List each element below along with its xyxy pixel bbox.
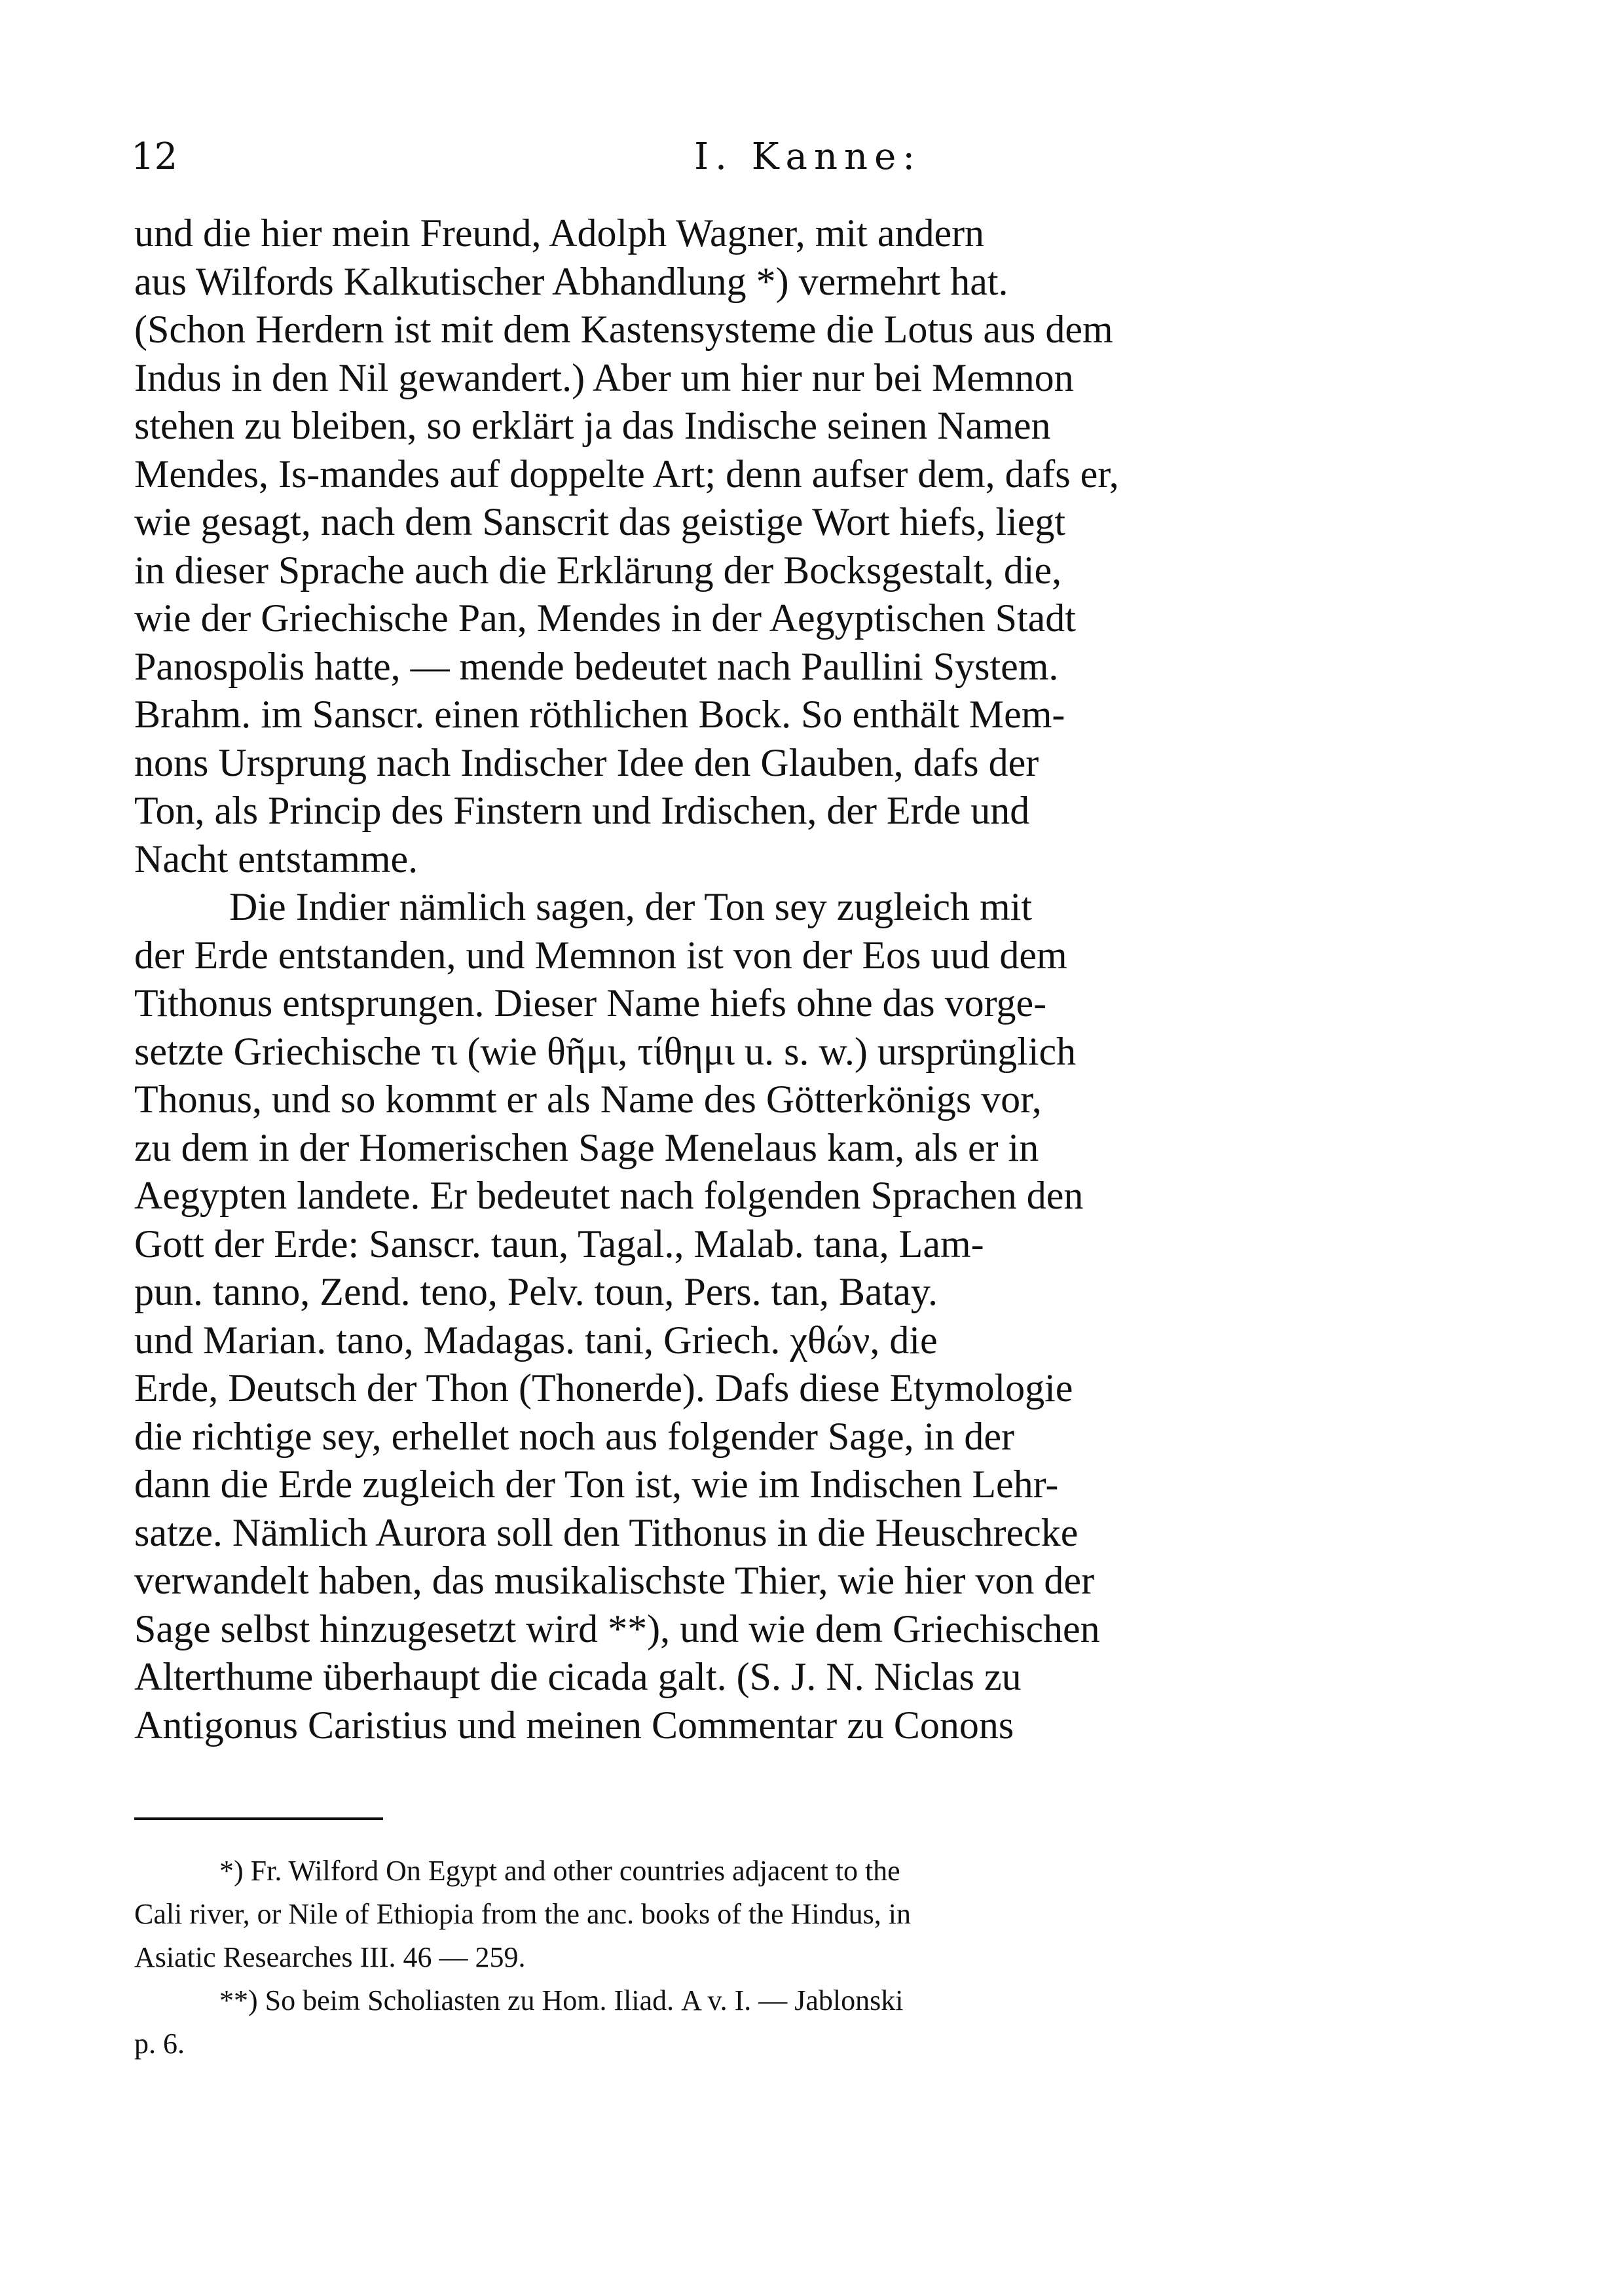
footnote-divider	[134, 1817, 383, 1820]
body-line: Ton, als Princip des Finstern und Irdischen, der Erde und	[134, 789, 1030, 832]
body-line: nons Ursprung nach Indischer Idee den Glauben, dafs der	[134, 740, 1039, 784]
body-line: Gott der Erde: Sanscr. taun, Tagal., Malab. tana, Lam-	[134, 1222, 984, 1266]
body-line: Sage selbst hinzugesetzt wird **), und wie dem Griechischen	[134, 1607, 1100, 1650]
page-header	[131, 131, 1532, 183]
body-line: Antigonus Caristius und meinen Commentar zu Conons	[134, 1703, 1014, 1747]
body-line: Alterthume überhaupt die cicada galt. (S. J. N. Niclas zu	[134, 1655, 1022, 1698]
footnote-line: Cali river, or Nile of Ethiopia from the anc. books of the Hindus, in	[134, 1898, 911, 1930]
body-line: Erde, Deutsch der Thon (Thonerde). Dafs diese Etymologie	[134, 1366, 1073, 1410]
body-line: wie gesagt, nach dem Sanscrit das geistige Wort hiefs, liegt	[134, 500, 1066, 543]
body-line: verwandelt haben, das musikalischste Thier, wie hier von der	[134, 1559, 1095, 1602]
body-text	[134, 210, 1532, 1749]
body-line: Thonus, und so kommt er als Name des Götterkönigs vor,	[134, 1078, 1042, 1121]
body-line: Aegypten landete. Er bedeutet nach folgenden Sprachen den	[134, 1174, 1084, 1217]
body-line: zu dem in der Homerischen Sage Menelaus kam, als er in	[134, 1125, 1039, 1169]
body-line: dann die Erde zugleich der Ton ist, wie im Indischen Lehr-	[134, 1463, 1059, 1506]
body-line: in dieser Sprache auch die Erklärung der Bocksgestalt, die,	[134, 548, 1062, 592]
footnote-line: p. 6.	[134, 2028, 185, 2060]
body-line: stehen zu bleiben, so erklärt ja das Indische seinen Namen	[134, 404, 1051, 447]
footnote-line: *) Fr. Wilford On Egypt and other countries adjacent to the	[219, 1855, 900, 1887]
body-line: setzte Griechische τι (wie θῆμι, τίθημι u. s. w.) ursprünglich	[134, 1029, 1077, 1073]
page-number: 12	[131, 136, 178, 178]
body-line: (Schon Herdern ist mit dem Kastensysteme die Lotus aus dem	[134, 308, 1113, 351]
body-line: Mendes, Is-mandes auf doppelte Art; denn aufser dem, dafs er,	[134, 452, 1119, 496]
body-line: Brahm. im Sanscr. einen röthlichen Bock. So enthält Mem-	[134, 693, 1065, 736]
body-line: Die Indier nämlich sagen, der Ton sey zugleich mit	[229, 885, 1032, 928]
footnote-line: Asiatic Researches III. 46 — 259.	[134, 1941, 526, 1973]
footnotes	[134, 1850, 1532, 2066]
body-line: Nacht entstamme.	[134, 837, 418, 881]
body-line: und Marian. tano, Madagas. tani, Griech. χθών, die	[134, 1318, 938, 1362]
body-line: der Erde entstanden, und Memnon ist von der Eos uud dem	[134, 933, 1067, 977]
body-line: pun. tanno, Zend. teno, Pelv. toun, Pers. tan, Batay.	[134, 1270, 938, 1313]
footnote-line: **) So beim Scholiasten zu Hom. Iliad. Α v. I. — Jablonski	[219, 1984, 904, 2016]
body-line: satze. Nämlich Aurora soll den Tithonus in die Heuschrecke	[134, 1510, 1079, 1554]
running-title: I. Kanne:	[694, 136, 922, 178]
body-line: die richtige sey, erhellet noch aus folgender Sage, in der	[134, 1414, 1014, 1458]
body-line: und die hier mein Freund, Adolph Wagner, mit andern	[134, 211, 985, 255]
body-line: Indus in den Nil gewandert.) Aber um hier nur bei Memnon	[134, 355, 1074, 399]
body-line: Panospolis hatte, — mende bedeutet nach Paullini System.	[134, 644, 1059, 688]
body-line: aus Wilfords Kalkutischer Abhandlung *) vermehrt hat.	[134, 259, 1008, 303]
body-line: wie der Griechische Pan, Mendes in der Aegyptischen Stadt	[134, 596, 1076, 640]
body-line: Tithonus entsprungen. Dieser Name hiefs ohne das vorge-	[134, 981, 1047, 1025]
